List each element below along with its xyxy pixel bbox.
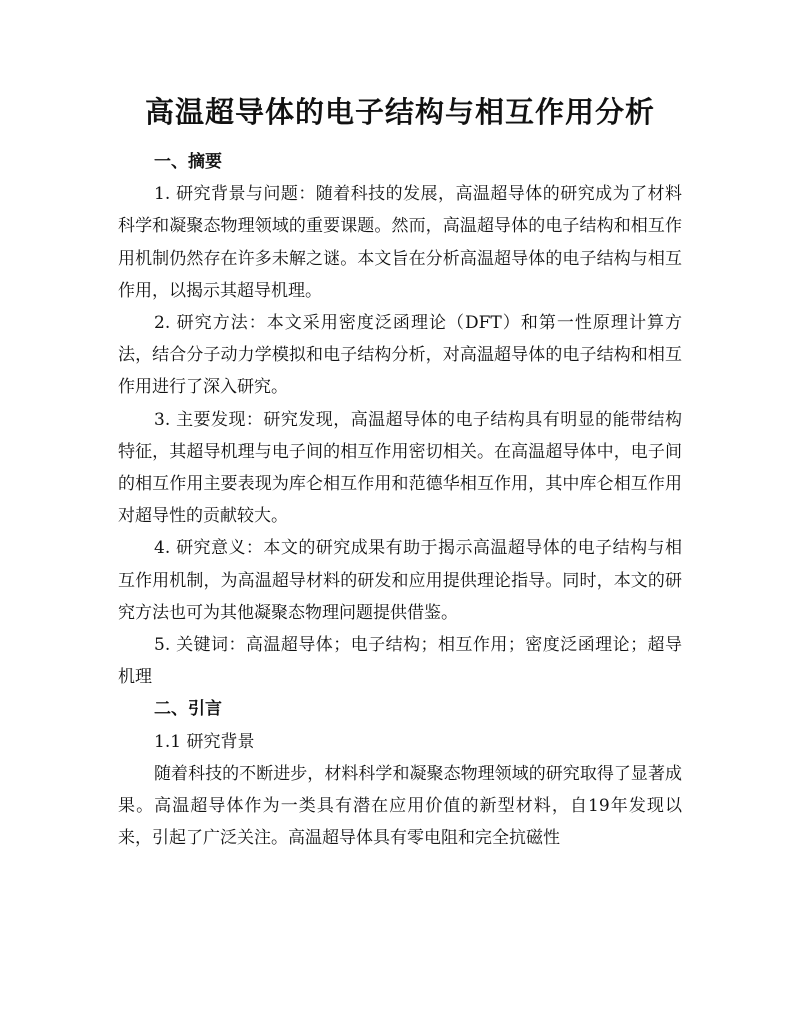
subsection-heading-background: 1.1 研究背景 — [154, 731, 255, 752]
section-heading-abstract: 一、摘要 — [154, 152, 222, 172]
abstract-paragraph-significance: 4. 研究意义：本文的研究成果有助于揭示高温超导体的电子结构与相互作用机制，为高温超导材料的研发和应用提供理论指导。同时，本文的研究方法也可为其他凝聚态物理问题提供借鉴。 — [118, 538, 682, 623]
abstract-paragraph-background: 1. 研究背景与问题：随着科技的发展，高温超导体的研究成为了材料科学和凝聚态物理领域的重要课题。然而，高温超导体的电子结构和相互作用机制仍然存在许多未解之谜。本文旨在分析高温超导体的电子结构与相互作用，以揭示其超导机理。 — [118, 184, 682, 301]
abstract-paragraph-methods: 2. 研究方法：本文采用密度泛函理论（DFT）和第一性原理计算方法，结合分子动力学模拟和电子结构分析，对高温超导体的电子结构和相互作用进行了深入研究。 — [118, 313, 682, 398]
document-title: 高温超导体的电子结构与相互作用分析 — [144, 95, 655, 129]
abstract-paragraph-keywords: 5. 关键词：高温超导体；电子结构；相互作用；密度泛函理论；超导机理 — [118, 635, 682, 688]
introduction-paragraph: 随着科技的不断进步，材料科学和凝聚态物理领域的研究取得了显著成果。高温超导体作为一类具有潜在应用价值的新型材料，自19年发现以来，引起了广泛关注。高温超导体具有零电阻和完全抗磁性 — [118, 763, 682, 849]
document-body — [118, 146, 682, 854]
abstract-paragraph-findings: 3. 主要发现：研究发现，高温超导体的电子结构具有明显的能带结构特征，其超导机理与电子间的相互作用密切相关。在高温超导体中，电子间的相互作用主要表现为库仑相互作用和范德华相互作用，其中库仑相互作用对超导性的贡献较大。 — [118, 409, 682, 527]
section-heading-introduction: 二、引言 — [154, 699, 222, 720]
